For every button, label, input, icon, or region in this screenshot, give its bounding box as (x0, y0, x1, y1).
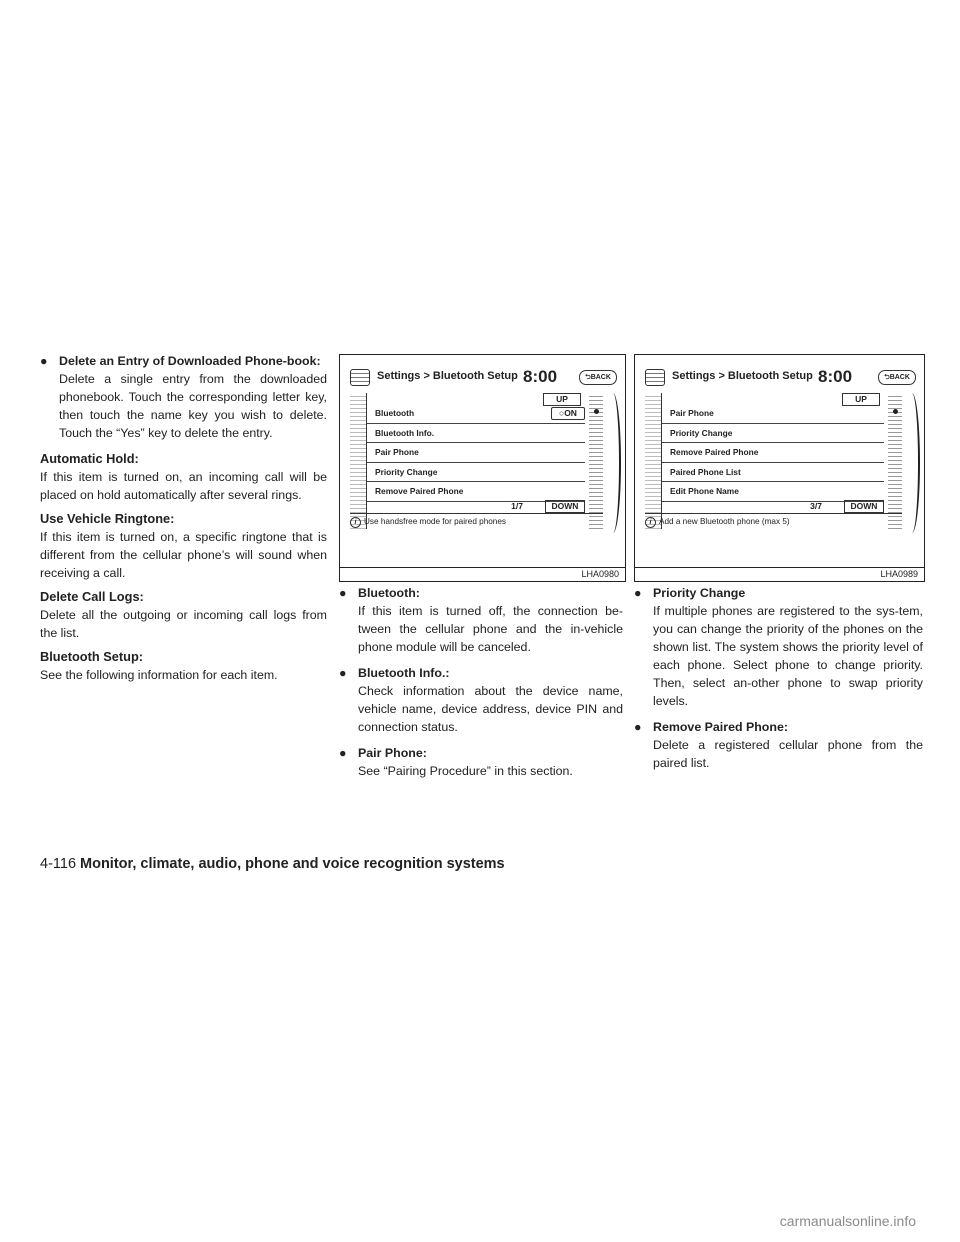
screen-header (350, 367, 617, 389)
section-text: Delete all the outgoing or incoming call logs from the list. (40, 608, 327, 640)
bullet-delete-entry (40, 352, 327, 442)
up-button[interactable]: UP (842, 393, 880, 406)
info-icon: i (645, 517, 656, 528)
bullet-remove-paired-phone (634, 718, 923, 772)
menu-list (662, 404, 884, 502)
bullet-pair-phone (339, 744, 623, 780)
hint-bar (645, 513, 902, 528)
bullet-text: Check information about the device name, vehicle name, device address, device PIN and connection status. (358, 684, 623, 734)
menu-item-pair-phone[interactable]: Pair Phone (662, 404, 884, 424)
section-heading: Use Vehicle Ringtone: (40, 511, 175, 526)
toggle-on-button[interactable]: ○ON (551, 407, 585, 420)
page-number: 4-116 (40, 856, 77, 872)
section-bluetooth-setup (40, 648, 327, 684)
bezel-arc (904, 393, 920, 533)
bullet-bluetooth (339, 584, 623, 656)
bullet-text: If this item is turned off, the connection be-tween the cellular phone and the in-vehicle phone module will be canceled. (358, 604, 623, 654)
list-footer (367, 499, 585, 513)
back-button[interactable]: ⮌BACK (579, 370, 617, 385)
figure-caption: LHA0989 (880, 569, 918, 579)
screen-title: Settings > Bluetooth Setup (377, 370, 518, 382)
screen-figure-lha0980 (339, 354, 626, 582)
column-left (40, 352, 327, 690)
section-delete-call-logs (40, 588, 327, 642)
left-scroll-strip (350, 393, 367, 529)
menu-item-edit-phone-name[interactable]: Edit Phone Name (662, 482, 884, 502)
bullet-dot: ● (40, 354, 48, 368)
section-heading: Bluetooth Setup: (40, 649, 144, 664)
bullet-text: Delete a registered cellular phone from the paired list. (653, 738, 923, 770)
section-automatic-hold (40, 450, 327, 504)
bullet-heading: Remove Paired Phone: (653, 720, 788, 734)
bullet-dot: ● (634, 586, 642, 600)
menu-item-bluetooth-info[interactable]: Bluetooth Info. (367, 424, 585, 444)
bezel-arc (605, 393, 621, 533)
hint-text: Add a new Bluetooth phone (max 5) (659, 517, 790, 526)
list-footer (662, 499, 884, 513)
back-button[interactable]: ⮌BACK (878, 370, 916, 385)
page-indicator: 3/7 (810, 501, 822, 511)
bullet-bluetooth-info (339, 664, 623, 736)
menu-item-remove-paired-phone[interactable]: Remove Paired Phone (662, 443, 884, 463)
bullet-dot: ● (339, 666, 347, 680)
clock: 8:00 (818, 367, 853, 386)
left-scroll-strip (645, 393, 662, 529)
section-heading: Automatic Hold: (40, 451, 139, 466)
up-button[interactable]: UP (543, 393, 581, 406)
menu-list (367, 404, 585, 502)
menu-item-priority-change[interactable]: Priority Change (662, 424, 884, 444)
menu-item-paired-phone-list[interactable]: Paired Phone List (662, 463, 884, 483)
hint-bar (350, 513, 603, 528)
menu-item-remove-paired-phone[interactable]: Remove Paired Phone (367, 482, 585, 502)
clock: 8:00 (523, 367, 558, 386)
scroll-knob[interactable] (594, 409, 599, 414)
bullet-dot: ● (634, 720, 642, 734)
section-vehicle-ringtone (40, 510, 327, 582)
bullet-heading: Delete an Entry of Downloaded Phone-book: (59, 354, 321, 368)
back-label: BACK (889, 374, 910, 381)
watermark: carmanualsonline.info (779, 1213, 916, 1229)
section-text: See the following information for each item. (40, 668, 278, 682)
menu-icon[interactable] (350, 369, 370, 386)
page-indicator: 1/7 (511, 501, 523, 511)
down-button[interactable]: DOWN (844, 500, 884, 513)
back-label: BACK (590, 374, 611, 381)
screen-title: Settings > Bluetooth Setup (672, 370, 813, 382)
figure-caption-bar (340, 567, 625, 581)
section-text: If this item is turned on, an incoming call will be placed on hold automatically after several rings. (40, 470, 327, 502)
bullet-priority-change (634, 584, 923, 710)
bullet-text: Delete a single entry from the downloaded phonebook. Touch the corresponding letter key, then touch the name key you wish to delete. Touch the “Yes” key to delete the entry. (59, 372, 327, 440)
section-text: If this item is turned on, a specific ringtone that is different from the cellular phone’s will sound when receiving a call. (40, 530, 327, 580)
toggle-label: ON (564, 408, 577, 418)
screen-header (645, 367, 916, 389)
page-footer (40, 856, 505, 872)
bullet-dot: ● (339, 746, 347, 760)
chapter-title: Monitor, climate, audio, phone and voice recognition systems (80, 856, 505, 872)
bullet-heading: Pair Phone: (358, 746, 427, 760)
menu-item-pair-phone[interactable]: Pair Phone (367, 443, 585, 463)
figure-caption: LHA0980 (581, 569, 619, 579)
info-icon: i (350, 517, 361, 528)
screen-figure-lha0989 (634, 354, 925, 582)
hint-text: Use handsfree mode for paired phones (364, 517, 507, 526)
scroll-knob[interactable] (893, 409, 898, 414)
bullet-text: If multiple phones are registered to the sys-tem, you can change the priority of the phones on the shown list. The system shows the priority level of each phone. Select phone to change priority. Then, select an-other phone to swap priority levels. (653, 604, 923, 708)
menu-icon[interactable] (645, 369, 665, 386)
column-middle (339, 584, 623, 788)
bullet-text: See “Pairing Procedure” in this section. (358, 764, 573, 778)
bullet-heading: Priority Change (653, 586, 746, 600)
column-right (634, 584, 923, 780)
bullet-dot: ● (339, 586, 347, 600)
bullet-heading: Bluetooth Info.: (358, 666, 450, 680)
down-button[interactable]: DOWN (545, 500, 585, 513)
figure-caption-bar (635, 567, 924, 581)
menu-item-label: Bluetooth (375, 408, 415, 418)
section-heading: Delete Call Logs: (40, 589, 144, 604)
menu-item-bluetooth[interactable] (367, 404, 585, 424)
menu-item-priority-change[interactable]: Priority Change (367, 463, 585, 483)
bullet-heading: Bluetooth: (358, 586, 420, 600)
